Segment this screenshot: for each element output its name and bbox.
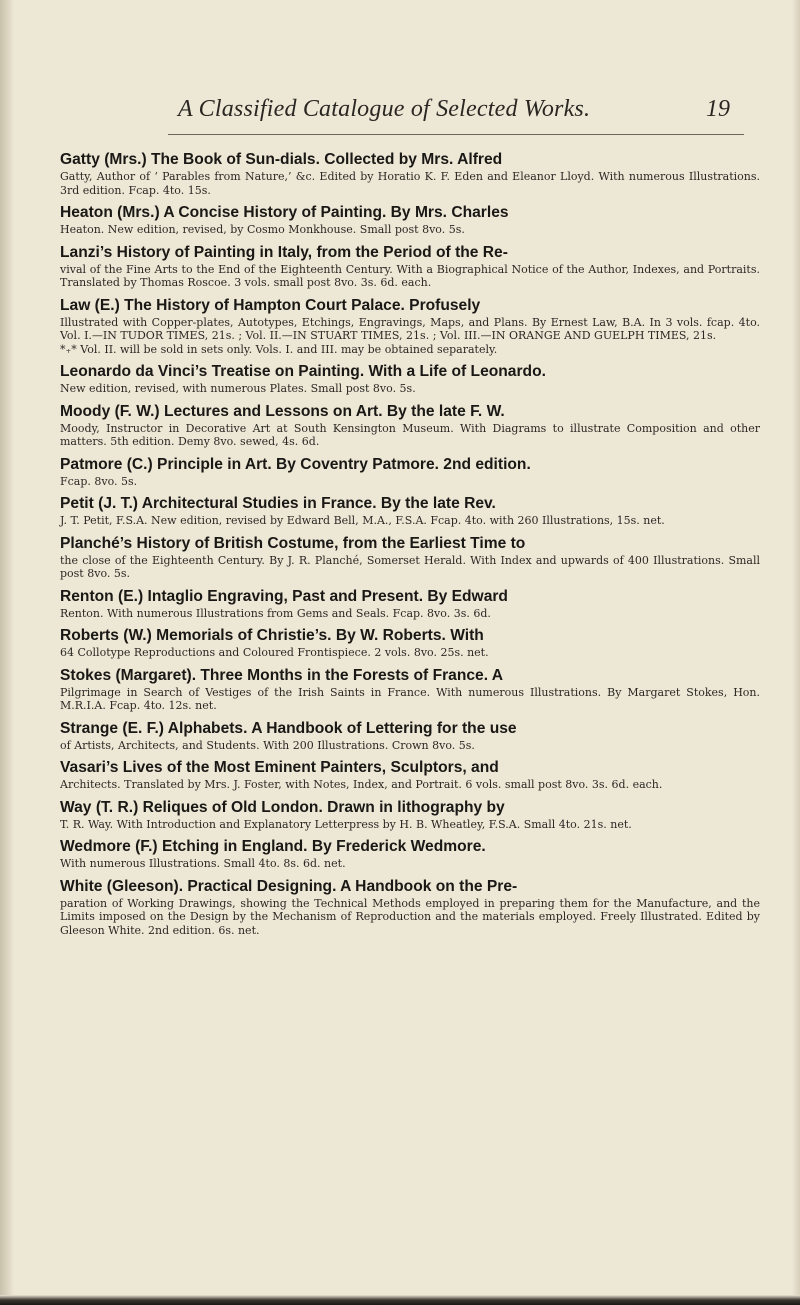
catalogue-entries — [60, 150, 760, 943]
entry-heading: Roberts (W.) Memorials of Christie’s. By W. Roberts. With — [60, 627, 484, 644]
entry-description: Illustrated with Copper-plates, Autotypes, Etchings, Engravings, Maps, and Plans. By Ernest Law, B.A. In 3 vols. fcap. 4to. Vol. I.—IN TUDOR TIMES, 21s. ; Vol. II.—IN STUART TIMES, 21s. ; Vol. III.—IN ORANGE AND GUELPH TIMES, 21s. — [60, 315, 760, 342]
entry-heading: Leonardo da Vinci’s Treatise on Painting. With a Life of Leonardo. — [60, 363, 546, 380]
entry-description: vival of the Fine Arts to the End of the Eighteenth Century. With a Biographical Notice of the Author, Indexes, and Portraits. Translated by Thomas Roscoe. 3 vols. small post 8vo. 3s. 6d. each. — [60, 262, 760, 289]
entry-heading: Planché’s History of British Costume, from the Earliest Time to — [60, 534, 526, 552]
entry-heading: Heaton (Mrs.) A Concise History of Painting. By Mrs. Charles — [60, 204, 509, 221]
entry-heading: Patmore (C.) Principle in Art. By Coventry Patmore. 2nd edition. — [60, 455, 531, 473]
running-title: A Classified Catalogue of Selected Works. — [178, 96, 591, 122]
catalogue-entry — [60, 362, 760, 396]
entry-heading: Petit (J. T.) Architectural Studies in France. By the late Rev. — [60, 495, 496, 512]
entry-heading: Moody (F. W.) Lectures and Lessons on Art. By the late F. W. — [60, 402, 505, 420]
entry-description: New edition, revised, with numerous Plates. Small post 8vo. 5s. — [60, 382, 416, 395]
entry-heading: Wedmore (F.) Etching in England. By Frederick Wedmore. — [60, 838, 486, 855]
entry-heading: Lanzi’s History of Painting in Italy, from the Period of the Re- — [60, 243, 508, 261]
entry-description: Pilgrimage in Search of Vestiges of the Irish Saints in France. With numerous Illustrations. By Margaret Stokes, Hon. M.R.I.A. Fcap. 4to. 12s. net. — [60, 685, 760, 712]
page-bottom-edge — [0, 1295, 800, 1305]
entry-description: Gatty, Author of ‘ Parables from Nature,’ &c. Edited by Horatio K. F. Eden and Eleanor Lloyd. With numerous Illustrations. 3rd edition. Fcap. 4to. 15s. — [60, 170, 760, 197]
entry-heading: Vasari’s Lives of the Most Eminent Painters, Sculptors, and — [60, 759, 499, 776]
catalogue-entry — [60, 494, 760, 528]
catalogue-entry — [60, 243, 760, 290]
catalogue-entry — [60, 455, 760, 489]
entry-description: Moody, Instructor in Decorative Art at South Kensington Museum. With Diagrams to illustrate Composition and other matters. 5th edition. Demy 8vo. sewed, 4s. 6d. — [60, 421, 760, 448]
entry-description: Fcap. 8vo. 5s. — [60, 474, 138, 488]
entry-description: of Artists, Architects, and Students. With 200 Illustrations. Crown 8vo. 5s. — [60, 738, 475, 752]
entry-heading: White (Gleeson). Practical Designing. A Handbook on the Pre- — [60, 877, 518, 895]
entry-heading: Strange (E. F.) Alphabets. A Handbook of Lettering for the use — [60, 719, 517, 737]
entry-heading: Way (T. R.) Reliques of Old London. Drawn in lithography by — [60, 798, 505, 816]
entry-description: Architects. Translated by Mrs. J. Foster, with Notes, Index, and Portrait. 6 vols. small post 8vo. 3s. 6d. each. — [60, 778, 663, 791]
catalogue-entry — [60, 296, 760, 357]
entry-note: *₊* Vol. II. will be sold in sets only. Vols. I. and III. may be obtained separately. — [60, 342, 498, 356]
entry-description: Heaton. New edition, revised, by Cosmo Monkhouse. Small post 8vo. 5s. — [60, 223, 465, 236]
entry-description: T. R. Way. With Introduction and Explanatory Letterpress by H. B. Wheatley, F.S.A. Small 4to. 21s. net. — [60, 817, 632, 831]
entry-description: J. T. Petit, F.S.A. New edition, revised by Edward Bell, M.A., F.S.A. Fcap. 4to. with 260 Illustrations, 15s. net. — [60, 514, 665, 527]
page-edge — [792, 0, 800, 1305]
entry-heading: Renton (E.) Intaglio Engraving, Past and Present. By Edward — [60, 587, 508, 605]
catalogue-entry — [60, 666, 760, 713]
entry-heading: Stokes (Margaret). Three Months in the Forests of France. A — [60, 666, 504, 684]
header-rule — [168, 134, 744, 135]
entry-description: Renton. With numerous Illustrations from Gems and Seals. Fcap. 8vo. 3s. 6d. — [60, 606, 491, 620]
entry-heading: Gatty (Mrs.) The Book of Sun-dials. Collected by Mrs. Alfred — [60, 151, 503, 168]
catalogue-entry — [60, 587, 760, 621]
book-spine-shadow — [0, 0, 14, 1305]
catalogue-entry — [60, 758, 760, 792]
catalogue-entry — [60, 402, 760, 449]
entry-description: the close of the Eighteenth Century. By J. R. Planché, Somerset Herald. With Index and upwards of 400 Illustrations. Small post 8vo. 5s. — [60, 553, 760, 580]
entry-description: paration of Working Drawings, showing the Technical Methods employed in preparing them for the Manufacture, and the Limits imposed on the Design by the Mechanism of Reproduction and the materials employed. Freely Illustrated. Edited by Gleeson White. 2nd edition. 6s. net. — [60, 896, 760, 937]
catalogue-entry — [60, 203, 760, 237]
entry-description: 64 Collotype Reproductions and Coloured Frontispiece. 2 vols. 8vo. 25s. net. — [60, 646, 489, 659]
catalogue-entry — [60, 719, 760, 753]
entry-heading: Law (E.) The History of Hampton Court Palace. Profusely — [60, 296, 481, 314]
page-header — [148, 96, 760, 136]
catalogue-entry — [60, 877, 760, 938]
entry-description: With numerous Illustrations. Small 4to. 8s. 6d. net. — [60, 857, 346, 870]
catalogue-entry — [60, 150, 760, 197]
catalogue-entry — [60, 534, 760, 581]
page-number: 19 — [706, 96, 730, 122]
catalogue-entry — [60, 837, 760, 871]
catalogue-entry — [60, 626, 760, 660]
catalogue-entry — [60, 798, 760, 832]
